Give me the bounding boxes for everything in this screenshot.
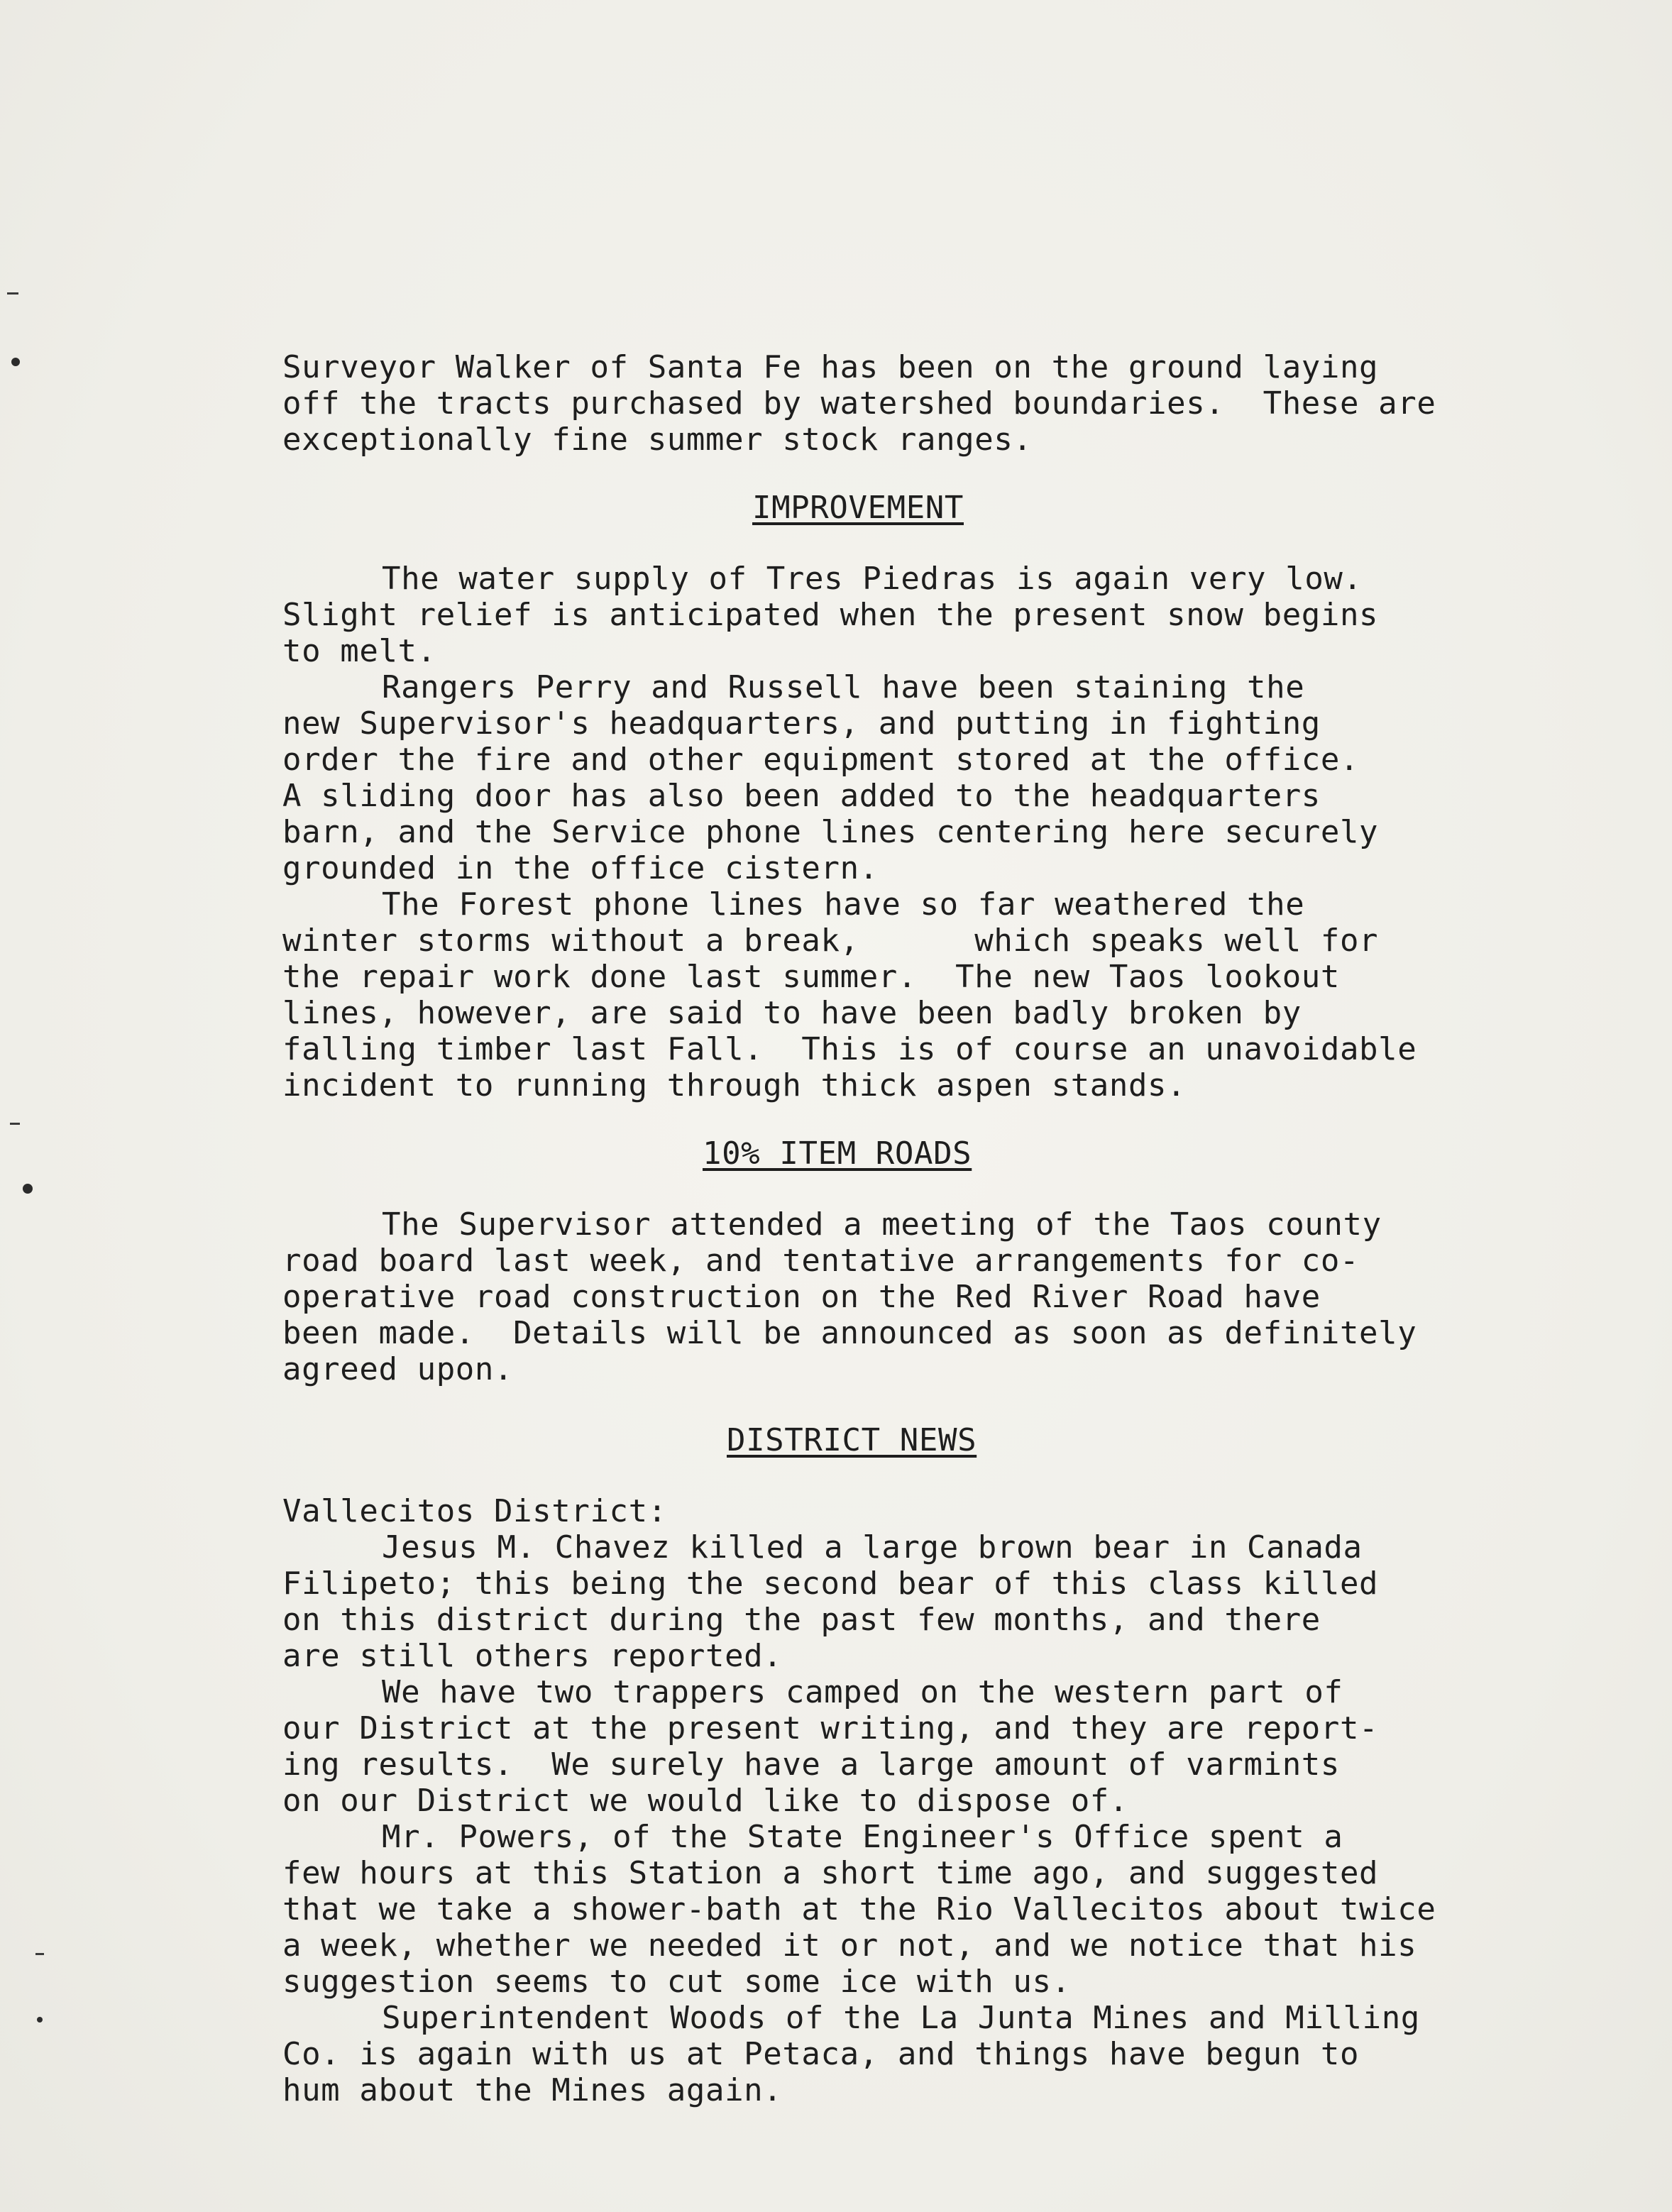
text-line: Co. is again with us at Petaca, and things have begun to <box>282 2036 1360 2072</box>
text-line: lines, however, are said to have been badly broken by <box>282 995 1302 1031</box>
text-line: Slight relief is anticipated when the present snow begins <box>282 597 1379 633</box>
margin-mark <box>35 1953 44 1955</box>
improvement-section <box>282 561 1560 1104</box>
text-line: operative road construction on the Red River Road have <box>282 1279 1321 1315</box>
text-line: The Forest phone lines have so far weathered the <box>382 886 1305 923</box>
text-line: road board last week, and tentative arrangements for co- <box>282 1243 1360 1279</box>
text-line: grounded in the office cistern. <box>282 850 879 886</box>
text-line: A sliding door has also been added to the headquarters <box>282 778 1321 814</box>
text-line: Superintendent Woods of the La Junta Mines and Milling <box>382 2000 1420 2036</box>
text-line: exceptionally fine summer stock ranges. <box>282 422 1033 458</box>
text-line: ing results. We surely have a large amount of varmints <box>282 1746 1340 1783</box>
text-line: We have two trappers camped on the western part of <box>382 1674 1343 1710</box>
text-line: few hours at this Station a short time ago, and suggested <box>282 1855 1379 1891</box>
text-line: agreed upon. <box>282 1351 514 1387</box>
text-line: Surveyor Walker of Santa Fe has been on the ground laying <box>282 349 1379 385</box>
text-line: Filipeto; this being the second bear of this class killed <box>282 1566 1379 1602</box>
text-line: on this district during the past few months, and there <box>282 1602 1321 1638</box>
section-heading-roads: 10% ITEM ROADS <box>703 1135 972 1172</box>
roads-section <box>282 1206 1560 1387</box>
text-line: Rangers Perry and Russell have been staining the <box>382 669 1305 705</box>
district-section <box>282 1493 1560 2108</box>
text-line: The Supervisor attended a meeting of the Taos county <box>382 1206 1382 1243</box>
text-line: barn, and the Service phone lines centering here securely <box>282 814 1379 850</box>
text-line: a week, whether we needed it or not, and we notice that his <box>282 1927 1417 1964</box>
text-line: are still others reported. <box>282 1638 783 1674</box>
text-line: the repair work done last summer. The new Taos lookout <box>282 959 1340 995</box>
intro-paragraph <box>282 349 1560 458</box>
text-line: on our District we would like to dispose of. <box>282 1783 1128 1819</box>
text-line: Mr. Powers, of the State Engineer's Office spent a <box>382 1819 1343 1855</box>
margin-mark <box>10 1123 20 1125</box>
text-line: hum about the Mines again. <box>282 2072 783 2108</box>
text-line: winter storms without a break, which speaks well for <box>282 923 1379 959</box>
margin-mark <box>7 292 18 295</box>
district-label: Vallecitos District: <box>282 1493 667 1529</box>
text-line: to melt. <box>282 633 436 669</box>
margin-dot <box>11 358 20 366</box>
text-line: order the fire and other equipment stored at the office. <box>282 742 1360 778</box>
text-line: that we take a shower-bath at the Rio Vallecitos about twice <box>282 1891 1436 1927</box>
text-line: suggestion seems to cut some ice with us. <box>282 1964 1071 2000</box>
section-heading-improvement: IMPROVEMENT <box>752 490 964 526</box>
text-line: falling timber last Fall. This is of course an unavoidable <box>282 1031 1417 1067</box>
text-line: off the tracts purchased by watershed boundaries. These are <box>282 385 1436 422</box>
text-line: new Supervisor's headquarters, and putting in fighting <box>282 705 1321 742</box>
text-line: our District at the present writing, and they are report- <box>282 1710 1379 1746</box>
text-line: Jesus M. Chavez killed a large brown bear in Canada <box>382 1529 1363 1566</box>
text-line: The water supply of Tres Piedras is again very low. <box>382 561 1363 597</box>
margin-dot <box>37 2017 43 2023</box>
text-line: been made. Details will be announced as soon as definitely <box>282 1315 1417 1351</box>
margin-dot <box>23 1184 33 1194</box>
section-heading-district-news: DISTRICT NEWS <box>727 1422 977 1458</box>
text-line: incident to running through thick aspen stands. <box>282 1067 1187 1104</box>
